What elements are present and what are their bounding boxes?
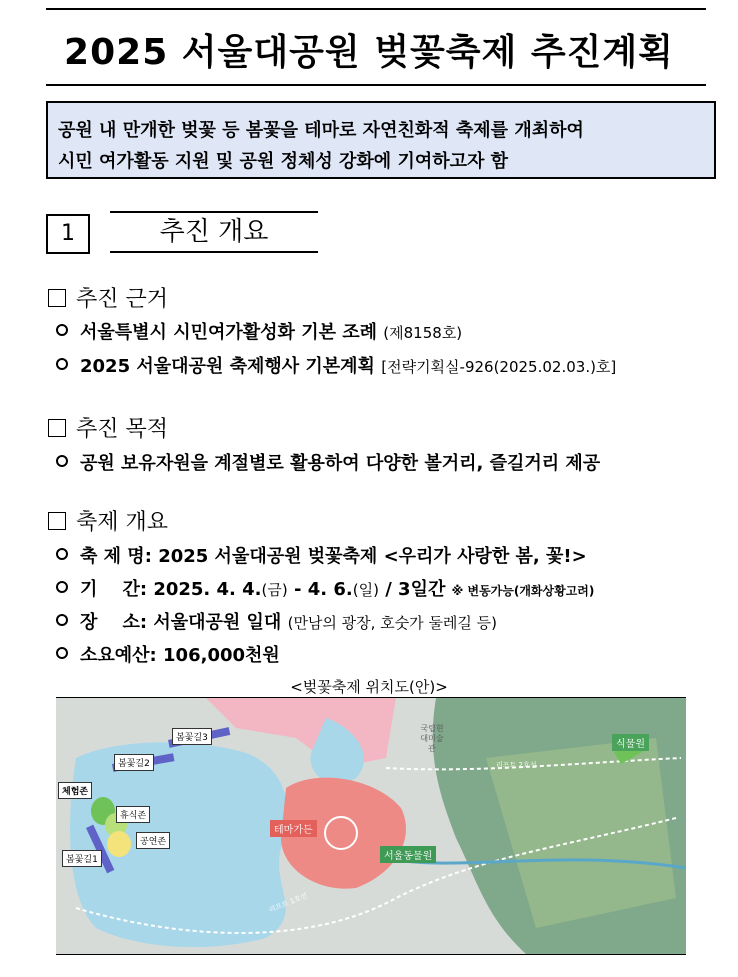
map-graphic — [56, 698, 686, 954]
purpose-heading — [48, 412, 168, 443]
circle-bullet-icon — [56, 548, 68, 560]
label-experience: 체험존 — [58, 782, 92, 799]
label-lift-1: 리프트 1호선 — [267, 891, 309, 915]
period-end-day: (일) — [352, 581, 379, 599]
label-path1: 봄꽃길1 — [62, 850, 102, 867]
overview-budget-value: 106,000천원 — [163, 645, 280, 666]
circle-bullet-icon — [56, 358, 68, 370]
circle-bullet-icon — [56, 324, 68, 336]
overview-place-note: (만남의 광장, 호숫가 둘레길 등) — [287, 614, 498, 632]
period-length: / 3일간 — [378, 579, 446, 600]
checkbox-square-icon — [48, 419, 66, 437]
basis-item-2-text: 2025 서울대공원 축제행사 기본계획 — [80, 356, 375, 377]
circle-bullet-icon — [56, 614, 68, 626]
overview-period — [56, 575, 594, 601]
label-path3: 봄꽃길3 — [172, 728, 212, 745]
summary-box — [46, 101, 716, 179]
label-theme-garden: 테마가든 — [270, 820, 317, 837]
checkbox-square-icon — [48, 289, 66, 307]
overview-place-value: 서울대공원 일대 — [153, 612, 282, 633]
overview-heading — [48, 505, 168, 536]
overview-name-label: 축 제 명: — [80, 546, 152, 567]
circle-bullet-icon — [56, 581, 68, 593]
basis-item-2-note: [전략기획실-926(2025.02.03.)호] — [381, 358, 617, 376]
label-performance: 공연존 — [136, 832, 170, 849]
purpose-heading-text: 추진 목적 — [76, 417, 169, 442]
overview-name — [56, 542, 587, 568]
label-botanical: 식물원 — [612, 734, 649, 751]
label-path2: 봄꽃길2 — [114, 754, 154, 771]
overview-budget-label: 소요예산: — [80, 645, 157, 666]
overview-heading-text: 축제 개요 — [76, 510, 169, 535]
basis-heading-text: 추진 근거 — [76, 287, 169, 312]
circle-bullet-icon — [56, 455, 68, 467]
overview-period-label: 기 간: — [80, 579, 148, 600]
period-start-day: (금) — [261, 581, 288, 599]
checkbox-square-icon — [48, 512, 66, 530]
summary-line-2: 시민 여가활동 지원 및 공원 정체성 강화에 기여하고자 함 — [58, 151, 509, 172]
purpose-item-1-text: 공원 보유자원을 계절별로 활용하여 다양한 볼거리, 즐길거리 제공 — [80, 453, 601, 474]
label-lift-2: 리프트 2호선 — [496, 761, 537, 769]
basis-item-2 — [56, 352, 616, 378]
map-caption: <벚꽃축제 위치도(안)> — [290, 678, 448, 696]
top-rule — [46, 8, 706, 10]
period-end: - 4. 6. — [287, 579, 353, 600]
festival-map — [56, 697, 686, 955]
overview-budget — [56, 641, 280, 667]
section-number: 1 — [46, 214, 90, 254]
circle-bullet-icon — [56, 647, 68, 659]
basis-item-1-text: 서울특별시 시민여가활성화 기본 조례 — [80, 322, 378, 343]
overview-place-label: 장 소: — [80, 612, 148, 633]
period-note: ※ 변동가능(개화상황고려) — [451, 584, 595, 598]
overview-place — [56, 608, 497, 634]
purpose-item-1 — [56, 449, 600, 475]
overview-name-value: 2025 서울대공원 벚꽃축제 <우리가 사랑한 봄, 꽃!> — [158, 546, 587, 567]
document-title: 2025 서울대공원 벚꽃축제 추진계획 — [64, 32, 674, 73]
label-museum: 국립현대미술관 — [420, 724, 444, 753]
summary-line-1: 공원 내 만개한 벚꽃 등 봄꽃을 테마로 자연친화적 축제를 개최하여 — [58, 120, 584, 141]
lake — [70, 742, 288, 947]
performance-zone — [107, 831, 131, 857]
basis-item-1-note: (제8158호) — [383, 324, 463, 342]
basis-heading — [48, 282, 168, 313]
label-rest: 휴식존 — [116, 806, 150, 823]
title-rule — [46, 84, 706, 86]
period-start: 2025. 4. 4. — [153, 579, 262, 600]
label-zoo: 서울동물원 — [380, 846, 436, 863]
basis-item-1 — [56, 318, 462, 344]
section-title: 추진 개요 — [110, 211, 318, 253]
